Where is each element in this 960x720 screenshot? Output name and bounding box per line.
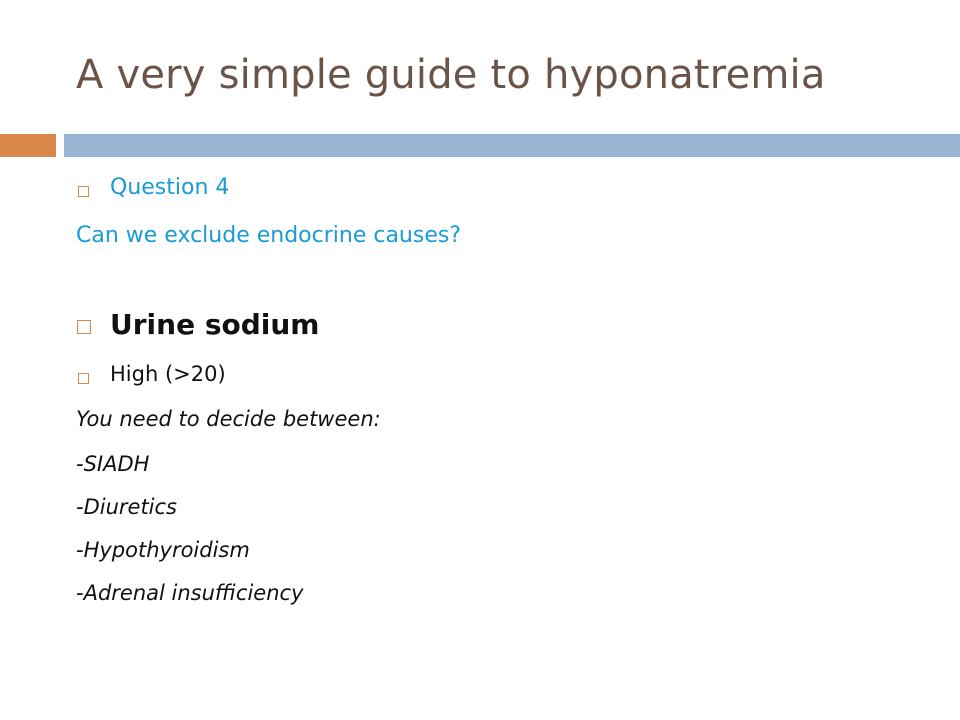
option-item: -Adrenal insufficiency	[76, 581, 304, 605]
option-item: -Diuretics	[76, 495, 178, 519]
accent-bar-blue	[64, 134, 960, 157]
slide-title: A very simple guide to hyponatremia	[76, 52, 826, 98]
square-bullet-icon	[77, 320, 91, 334]
accent-bar-orange	[0, 134, 56, 157]
option-item: -SIADH	[76, 452, 150, 476]
urine-sodium-heading: Urine sodium	[110, 308, 320, 341]
square-bullet-icon	[78, 186, 89, 197]
option-item: -Hypothyroidism	[76, 538, 250, 562]
high-sodium-bullet: High (>20)	[110, 362, 226, 386]
question-text: Can we exclude endocrine causes?	[76, 223, 462, 248]
square-bullet-icon	[78, 373, 89, 384]
decide-text: You need to decide between:	[76, 407, 381, 431]
question-label: Question 4	[110, 175, 230, 200]
